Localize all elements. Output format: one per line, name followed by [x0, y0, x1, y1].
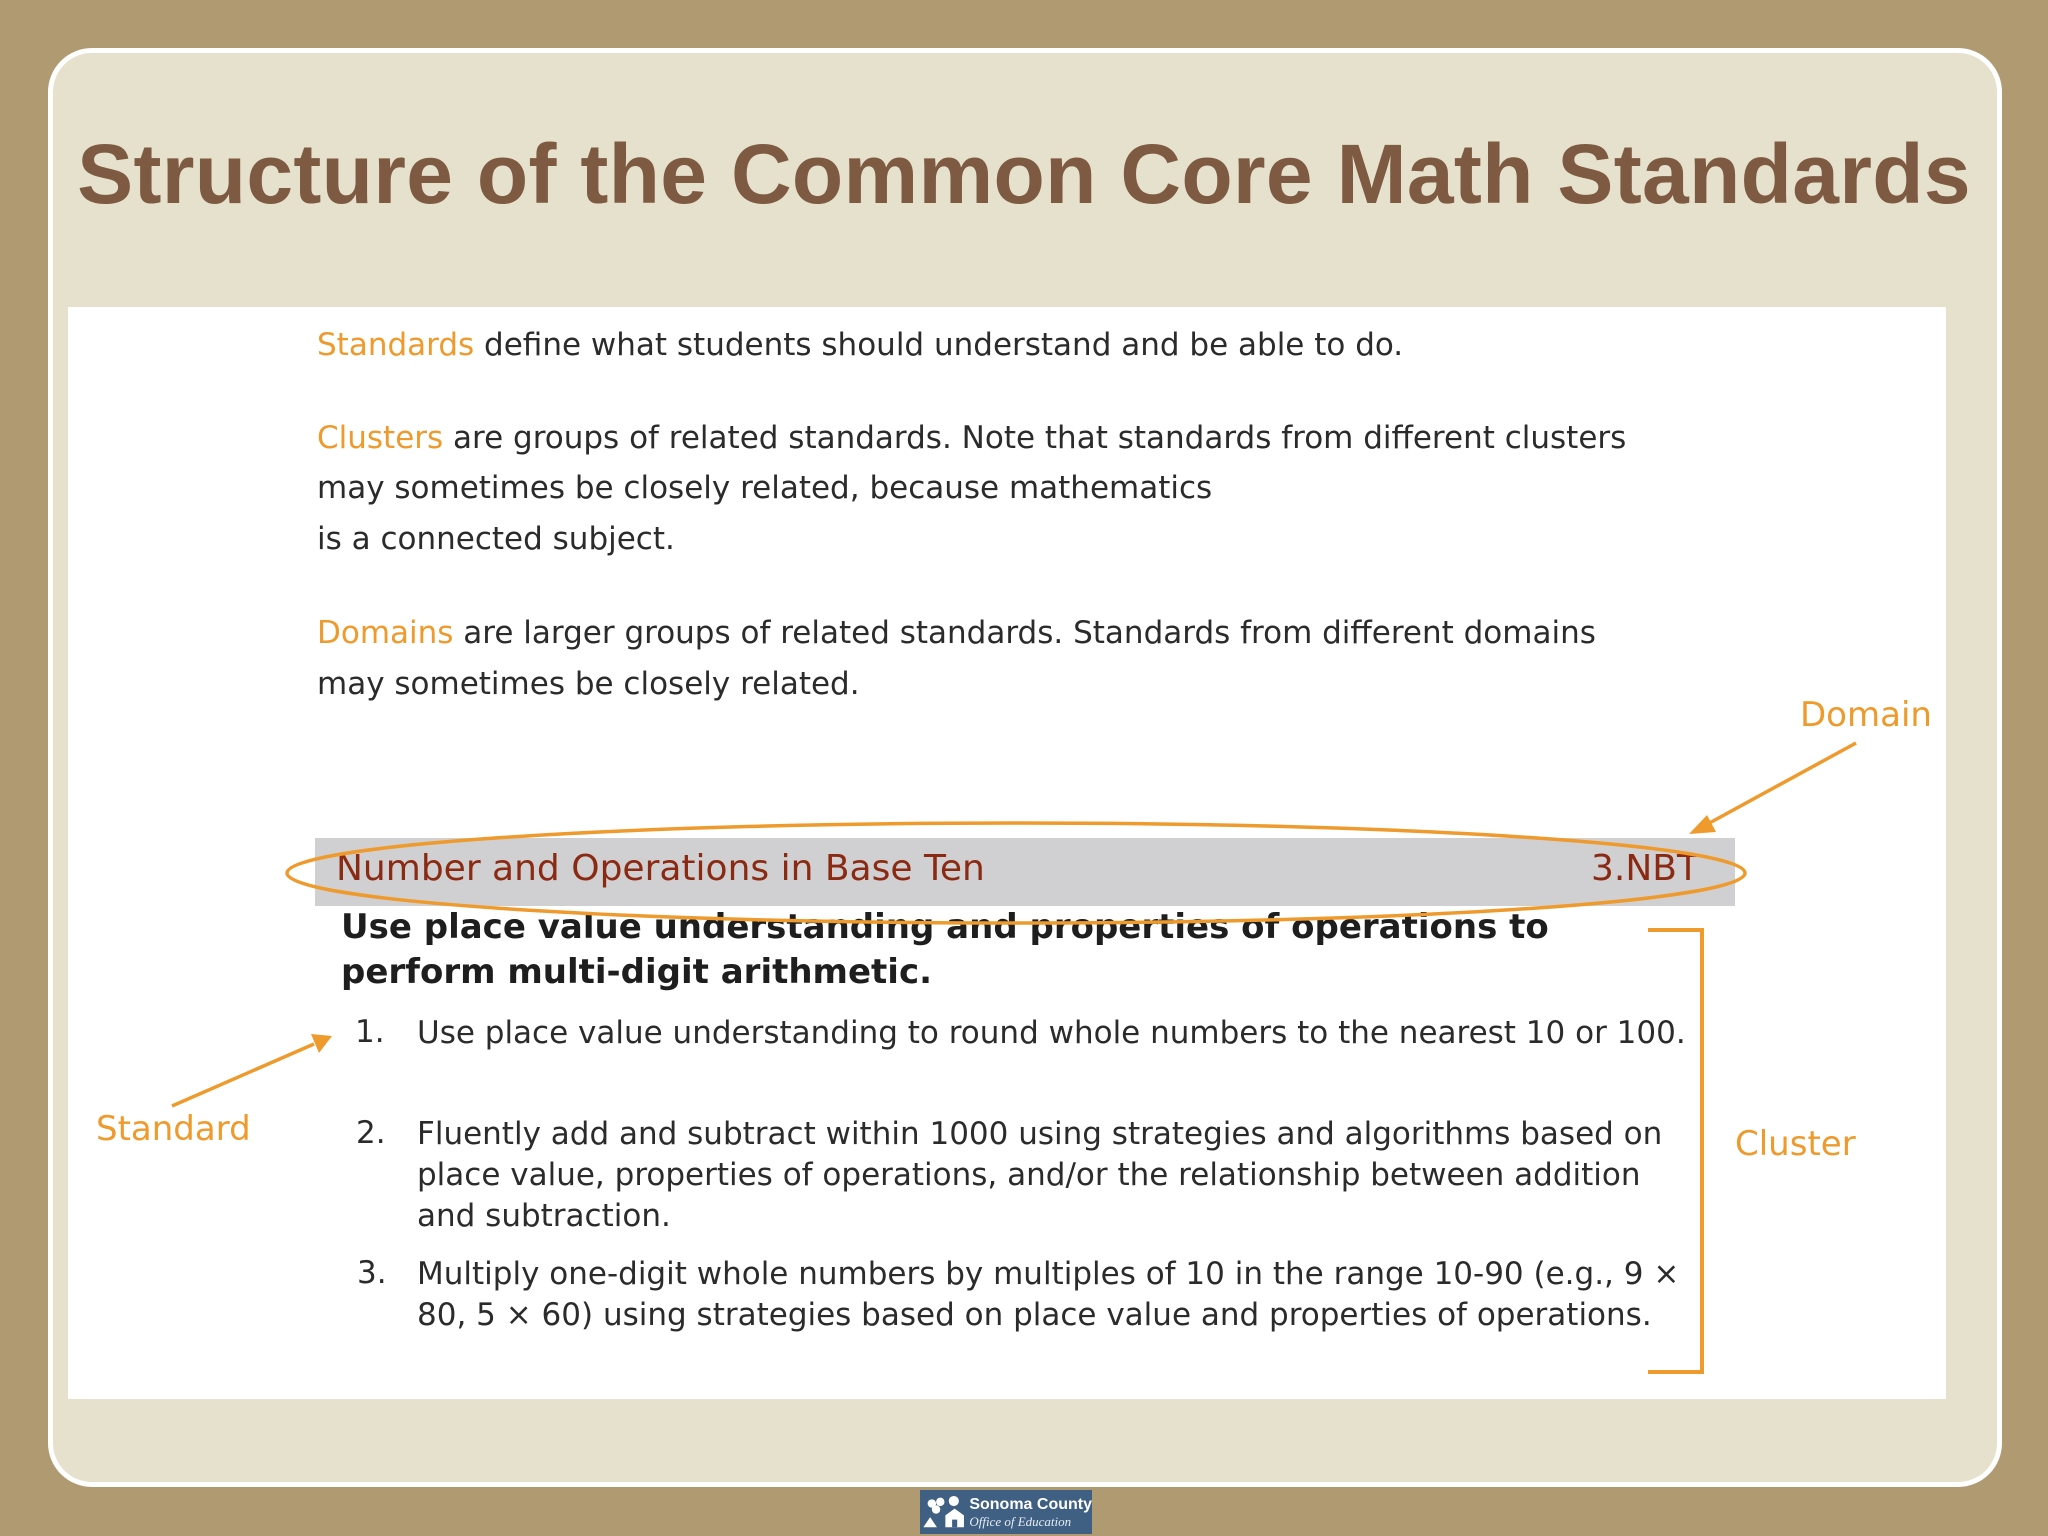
clusters-definition-line3: is a connected subject. [317, 521, 675, 557]
standards-term: Standards [317, 327, 475, 363]
logo-subtitle: Office of Education [969, 1513, 1072, 1529]
cluster-heading: Use place value understanding and properties of operations to perform multi-digit arithmetic. [341, 907, 1549, 992]
domains-definition-line1 [317, 608, 1596, 659]
clusters-text-line1: are groups of related standards. Note that standards from different clusters [443, 420, 1627, 456]
logo-name: Sonoma County [969, 1495, 1092, 1513]
standards-definition [317, 320, 1403, 371]
domain-code: 3.NBT [1591, 848, 1699, 889]
domain-name: Number and Operations in Base Ten [336, 848, 985, 889]
standards-text: define what students should understand and be able to do. [474, 327, 1404, 363]
domains-definition-line2: may sometimes be closely related. [317, 666, 860, 702]
standard-number: 3. [357, 1255, 387, 1291]
domain-callout-label: Domain [1800, 695, 1932, 735]
clusters-definition-line1 [317, 413, 1626, 464]
clusters-term: Clusters [317, 420, 444, 456]
grapes-house-icon [920, 1490, 967, 1534]
standard-number: 2. [356, 1115, 386, 1151]
standard-callout-label: Standard [96, 1109, 251, 1149]
domains-term: Domains [317, 615, 454, 651]
sonoma-county-logo [920, 1490, 1092, 1534]
domains-text-line1: are larger groups of related standards. Standards from different domains [453, 615, 1596, 651]
clusters-definition-line2: may sometimes be closely related, because mathematics [317, 470, 1213, 506]
standard-text: Use place value understanding to round whole numbers to the nearest 10 or 100. [417, 1015, 1686, 1051]
standard-number: 1. [355, 1014, 385, 1050]
slide-title: Structure of the Common Core Math Standards [77, 127, 1971, 221]
standard-text: Fluently add and subtract within 1000 using strategies and algorithms based on place value, properties of operations, and/or the relationship between addition and subtraction. [417, 1116, 1663, 1234]
standard-text: Multiply one-digit whole numbers by multiples of 10 in the range 10-90 (e.g., 9 × 80, 5 × 60) using strategies based on place value and properties of operations. [417, 1256, 1680, 1333]
cluster-callout-label: Cluster [1735, 1124, 1856, 1164]
